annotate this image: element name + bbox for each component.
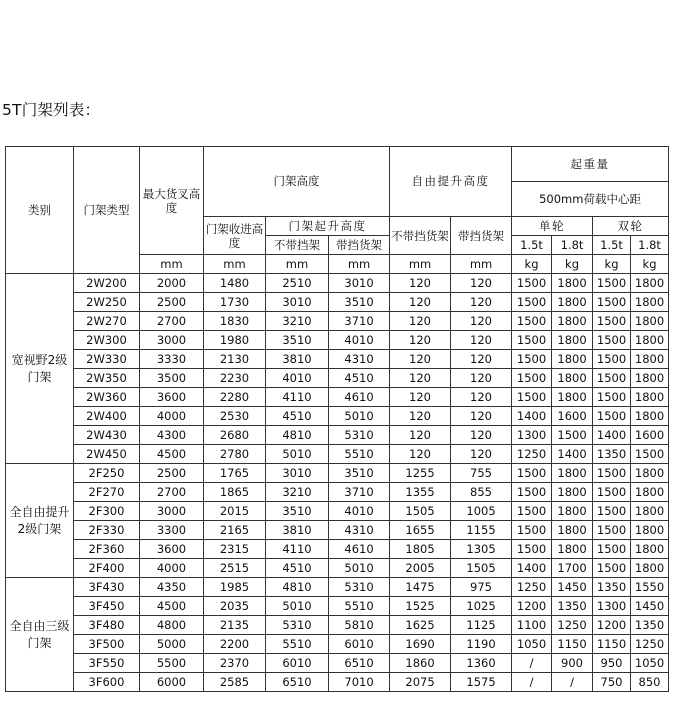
max-fork-height-cell: 3330 [140,350,204,369]
header-mast-type: 门架类型 [74,147,140,274]
single-1-8t-cell: 1800 [552,540,593,559]
header-row-1 [6,147,669,182]
unit-cell: mm [329,255,390,274]
lift-without-backrest-cell: 3210 [266,312,329,331]
header-free-with-backrest: 带挡货架 [451,217,512,255]
double-1-8t-cell: 1800 [631,521,669,540]
retracted-height-cell: 2200 [204,635,266,654]
free-lift-with-backrest-cell: 120 [451,293,512,312]
table-row [6,597,669,616]
free-lift-without-backrest-cell: 1355 [390,483,451,502]
max-fork-height-cell: 3300 [140,521,204,540]
double-1-8t-cell: 1800 [631,502,669,521]
retracted-height-cell: 2585 [204,673,266,692]
single-1-8t-cell: 1800 [552,293,593,312]
header-double-1-8t: 1.8t [631,236,669,255]
lift-without-backrest-cell: 3810 [266,350,329,369]
single-1-8t-cell: 1800 [552,369,593,388]
lift-with-backrest-cell: 6010 [329,635,390,654]
header-capacity: 起重量 [512,147,669,182]
mast-type-cell: 2F300 [74,502,140,521]
max-fork-height-cell: 3600 [140,540,204,559]
free-lift-without-backrest-cell: 120 [390,445,451,464]
lift-without-backrest-cell: 6510 [266,673,329,692]
max-fork-height-cell: 5500 [140,654,204,673]
mast-type-cell: 2W360 [74,388,140,407]
single-1-5t-cell: 1500 [512,483,552,502]
free-lift-without-backrest-cell: 120 [390,331,451,350]
single-1-5t-cell: 1250 [512,578,552,597]
double-1-8t-cell: 1600 [631,426,669,445]
table-row [6,673,669,692]
free-lift-without-backrest-cell: 120 [390,426,451,445]
table-row [6,426,669,445]
mast-type-cell: 3F430 [74,578,140,597]
lift-without-backrest-cell: 3510 [266,502,329,521]
lift-with-backrest-cell: 4310 [329,521,390,540]
retracted-height-cell: 1730 [204,293,266,312]
lift-with-backrest-cell: 3510 [329,464,390,483]
double-1-5t-cell: 1200 [593,616,631,635]
double-1-5t-cell: 1500 [593,559,631,578]
max-fork-height-cell: 2700 [140,483,204,502]
mast-type-cell: 2F330 [74,521,140,540]
free-lift-with-backrest-cell: 120 [451,312,512,331]
double-1-8t-cell: 1800 [631,350,669,369]
table-row [6,635,669,654]
unit-cell: mm [140,255,204,274]
single-1-5t-cell: / [512,654,552,673]
mast-type-cell: 2W400 [74,407,140,426]
header-mast-height: 门架高度 [204,147,390,217]
single-1-8t-cell: 1800 [552,331,593,350]
table-row [6,464,669,483]
free-lift-without-backrest-cell: 1505 [390,502,451,521]
retracted-height-cell: 2130 [204,350,266,369]
unit-cell: mm [390,255,451,274]
max-fork-height-cell: 4350 [140,578,204,597]
single-1-8t-cell: 1800 [552,502,593,521]
max-fork-height-cell: 3600 [140,388,204,407]
free-lift-without-backrest-cell: 120 [390,369,451,388]
header-double-1-5t: 1.5t [593,236,631,255]
unit-cell: kg [552,255,593,274]
header-single-1-5t: 1.5t [512,236,552,255]
single-1-5t-cell: 1500 [512,540,552,559]
single-1-8t-cell: 1500 [552,426,593,445]
mast-type-cell: 2W430 [74,426,140,445]
unit-cell: kg [593,255,631,274]
single-1-5t-cell: 1500 [512,464,552,483]
free-lift-with-backrest-cell: 1190 [451,635,512,654]
category-cell: 宽视野2级门架 [6,274,74,464]
retracted-height-cell: 2780 [204,445,266,464]
max-fork-height-cell: 4300 [140,426,204,445]
free-lift-with-backrest-cell: 120 [451,388,512,407]
double-1-5t-cell: 1500 [593,312,631,331]
free-lift-without-backrest-cell: 120 [390,293,451,312]
mast-type-cell: 2F250 [74,464,140,483]
mast-type-cell: 3F480 [74,616,140,635]
table-row [6,388,669,407]
table-row [6,293,669,312]
header-load-center: 500mm荷载中心距 [512,182,669,217]
table-row [6,616,669,635]
header-without-backrest: 不带挡架 [266,236,329,255]
double-1-8t-cell: 1800 [631,293,669,312]
lift-with-backrest-cell: 4310 [329,350,390,369]
double-1-8t-cell: 1800 [631,559,669,578]
max-fork-height-cell: 4500 [140,445,204,464]
double-1-8t-cell: 1800 [631,540,669,559]
lift-without-backrest-cell: 3010 [266,464,329,483]
single-1-8t-cell: 1800 [552,350,593,369]
max-fork-height-cell: 2000 [140,274,204,293]
single-1-8t-cell: 900 [552,654,593,673]
mast-type-cell: 2F400 [74,559,140,578]
free-lift-with-backrest-cell: 120 [451,331,512,350]
single-1-5t-cell: 1250 [512,445,552,464]
single-1-5t-cell: 1500 [512,388,552,407]
free-lift-with-backrest-cell: 1575 [451,673,512,692]
lift-without-backrest-cell: 5010 [266,445,329,464]
max-fork-height-cell: 5000 [140,635,204,654]
single-1-5t-cell: 1500 [512,521,552,540]
table-row [6,540,669,559]
single-1-8t-cell: / [552,673,593,692]
lift-without-backrest-cell: 3010 [266,293,329,312]
mast-type-cell: 3F450 [74,597,140,616]
lift-without-backrest-cell: 4110 [266,388,329,407]
lift-with-backrest-cell: 3010 [329,274,390,293]
retracted-height-cell: 2230 [204,369,266,388]
lift-without-backrest-cell: 6010 [266,654,329,673]
free-lift-with-backrest-cell: 1305 [451,540,512,559]
table-row [6,331,669,350]
table-row [6,654,669,673]
lift-with-backrest-cell: 4010 [329,331,390,350]
mast-type-cell: 2W330 [74,350,140,369]
lift-with-backrest-cell: 4510 [329,369,390,388]
lift-without-backrest-cell: 5310 [266,616,329,635]
single-1-8t-cell: 1600 [552,407,593,426]
double-1-8t-cell: 1250 [631,635,669,654]
single-1-5t-cell: 1200 [512,597,552,616]
table-row [6,483,669,502]
header-free-without-backrest: 不带挡货架 [390,217,451,255]
free-lift-with-backrest-cell: 1155 [451,521,512,540]
header-double-wheel: 双轮 [593,217,669,236]
table-row [6,407,669,426]
double-1-5t-cell: 750 [593,673,631,692]
retracted-height-cell: 2165 [204,521,266,540]
lift-without-backrest-cell: 5010 [266,597,329,616]
single-1-5t-cell: 1500 [512,274,552,293]
lift-with-backrest-cell: 3710 [329,312,390,331]
retracted-height-cell: 2370 [204,654,266,673]
single-1-8t-cell: 1800 [552,388,593,407]
header-lift-height: 门架起升高度 [266,217,390,236]
max-fork-height-cell: 3000 [140,331,204,350]
double-1-8t-cell: 1450 [631,597,669,616]
double-1-5t-cell: 1350 [593,578,631,597]
single-1-5t-cell: 1500 [512,293,552,312]
lift-without-backrest-cell: 4510 [266,559,329,578]
category-cell: 全自由三级门架 [6,578,74,692]
double-1-5t-cell: 1500 [593,483,631,502]
max-fork-height-cell: 4800 [140,616,204,635]
lift-with-backrest-cell: 4010 [329,502,390,521]
double-1-5t-cell: 1500 [593,331,631,350]
retracted-height-cell: 2680 [204,426,266,445]
table-row [6,369,669,388]
free-lift-with-backrest-cell: 120 [451,369,512,388]
retracted-height-cell: 1830 [204,312,266,331]
retracted-height-cell: 2015 [204,502,266,521]
retracted-height-cell: 1980 [204,331,266,350]
lift-with-backrest-cell: 4610 [329,388,390,407]
header-category: 类别 [6,147,74,274]
mast-type-cell: 2W450 [74,445,140,464]
lift-without-backrest-cell: 3810 [266,521,329,540]
double-1-5t-cell: 1300 [593,597,631,616]
double-1-5t-cell: 1500 [593,521,631,540]
free-lift-without-backrest-cell: 1475 [390,578,451,597]
free-lift-without-backrest-cell: 1625 [390,616,451,635]
mast-type-cell: 2W350 [74,369,140,388]
double-1-8t-cell: 1050 [631,654,669,673]
double-1-8t-cell: 1550 [631,578,669,597]
lift-without-backrest-cell: 4010 [266,369,329,388]
single-1-5t-cell: 1500 [512,331,552,350]
free-lift-with-backrest-cell: 120 [451,350,512,369]
lift-without-backrest-cell: 4110 [266,540,329,559]
lift-with-backrest-cell: 4610 [329,540,390,559]
lift-without-backrest-cell: 5510 [266,635,329,654]
free-lift-with-backrest-cell: 755 [451,464,512,483]
unit-cell: kg [512,255,552,274]
single-1-5t-cell: 1300 [512,426,552,445]
free-lift-without-backrest-cell: 120 [390,407,451,426]
free-lift-without-backrest-cell: 120 [390,274,451,293]
max-fork-height-cell: 4000 [140,407,204,426]
header-with-backrest: 带挡货架 [329,236,390,255]
single-1-8t-cell: 1250 [552,616,593,635]
mast-type-cell: 2W200 [74,274,140,293]
double-1-5t-cell: 1500 [593,464,631,483]
lift-with-backrest-cell: 5510 [329,597,390,616]
single-1-5t-cell: 1500 [512,369,552,388]
single-1-5t-cell: / [512,673,552,692]
double-1-5t-cell: 1400 [593,426,631,445]
header-free-lift: 自由提升高度 [390,147,512,217]
lift-without-backrest-cell: 4810 [266,578,329,597]
retracted-height-cell: 1865 [204,483,266,502]
double-1-8t-cell: 1800 [631,483,669,502]
free-lift-without-backrest-cell: 1655 [390,521,451,540]
unit-cell: mm [451,255,512,274]
header-single-1-8t: 1.8t [552,236,593,255]
max-fork-height-cell: 4000 [140,559,204,578]
free-lift-with-backrest-cell: 1360 [451,654,512,673]
single-1-8t-cell: 1800 [552,483,593,502]
mast-type-cell: 2F360 [74,540,140,559]
max-fork-height-cell: 4500 [140,597,204,616]
single-1-8t-cell: 1350 [552,597,593,616]
double-1-5t-cell: 1350 [593,445,631,464]
double-1-8t-cell: 1500 [631,445,669,464]
single-1-5t-cell: 1100 [512,616,552,635]
retracted-height-cell: 2530 [204,407,266,426]
free-lift-with-backrest-cell: 1005 [451,502,512,521]
mast-type-cell: 2W300 [74,331,140,350]
double-1-5t-cell: 950 [593,654,631,673]
lift-with-backrest-cell: 5310 [329,578,390,597]
table-row [6,502,669,521]
double-1-5t-cell: 1500 [593,350,631,369]
double-1-5t-cell: 1500 [593,369,631,388]
single-1-8t-cell: 1800 [552,521,593,540]
max-fork-height-cell: 2500 [140,464,204,483]
mast-spec-table [5,146,669,692]
double-1-8t-cell: 1800 [631,464,669,483]
single-1-8t-cell: 1800 [552,464,593,483]
header-single-wheel: 单轮 [512,217,593,236]
table-row [6,559,669,578]
lift-without-backrest-cell: 4510 [266,407,329,426]
table-row [6,350,669,369]
max-fork-height-cell: 2500 [140,293,204,312]
single-1-8t-cell: 1400 [552,445,593,464]
double-1-5t-cell: 1500 [593,388,631,407]
free-lift-with-backrest-cell: 1125 [451,616,512,635]
lift-with-backrest-cell: 3510 [329,293,390,312]
lift-without-backrest-cell: 3210 [266,483,329,502]
retracted-height-cell: 1480 [204,274,266,293]
retracted-height-cell: 1765 [204,464,266,483]
double-1-8t-cell: 1350 [631,616,669,635]
double-1-8t-cell: 850 [631,673,669,692]
double-1-5t-cell: 1150 [593,635,631,654]
free-lift-without-backrest-cell: 1805 [390,540,451,559]
single-1-5t-cell: 1400 [512,559,552,578]
mast-type-cell: 2F270 [74,483,140,502]
lift-with-backrest-cell: 5010 [329,559,390,578]
lift-without-backrest-cell: 3510 [266,331,329,350]
free-lift-without-backrest-cell: 2005 [390,559,451,578]
lift-with-backrest-cell: 7010 [329,673,390,692]
double-1-5t-cell: 1500 [593,540,631,559]
free-lift-without-backrest-cell: 1525 [390,597,451,616]
free-lift-with-backrest-cell: 120 [451,445,512,464]
category-cell: 全自由提升2级门架 [6,464,74,578]
header-max-fork-height: 最大货叉高度 [140,147,204,255]
unit-cell: mm [266,255,329,274]
table-row [6,521,669,540]
free-lift-with-backrest-cell: 1025 [451,597,512,616]
single-1-5t-cell: 1500 [512,312,552,331]
single-1-8t-cell: 1800 [552,274,593,293]
single-1-5t-cell: 1400 [512,407,552,426]
max-fork-height-cell: 3500 [140,369,204,388]
double-1-8t-cell: 1800 [631,331,669,350]
table-row [6,578,669,597]
single-1-8t-cell: 1150 [552,635,593,654]
header-retracted-height: 门架收进高度 [204,217,266,255]
double-1-8t-cell: 1800 [631,407,669,426]
mast-type-cell: 2W250 [74,293,140,312]
double-1-8t-cell: 1800 [631,388,669,407]
unit-cell: kg [631,255,669,274]
max-fork-height-cell: 3000 [140,502,204,521]
unit-cell: mm [204,255,266,274]
lift-without-backrest-cell: 2510 [266,274,329,293]
lift-with-backrest-cell: 6510 [329,654,390,673]
mast-type-cell: 2W270 [74,312,140,331]
single-1-8t-cell: 1800 [552,312,593,331]
single-1-5t-cell: 1500 [512,350,552,369]
lift-with-backrest-cell: 5810 [329,616,390,635]
double-1-5t-cell: 1500 [593,502,631,521]
mast-type-cell: 3F500 [74,635,140,654]
max-fork-height-cell: 2700 [140,312,204,331]
free-lift-without-backrest-cell: 120 [390,312,451,331]
lift-with-backrest-cell: 5010 [329,407,390,426]
double-1-8t-cell: 1800 [631,274,669,293]
single-1-5t-cell: 1500 [512,502,552,521]
free-lift-without-backrest-cell: 2075 [390,673,451,692]
free-lift-without-backrest-cell: 120 [390,388,451,407]
retracted-height-cell: 2315 [204,540,266,559]
double-1-5t-cell: 1500 [593,293,631,312]
retracted-height-cell: 2280 [204,388,266,407]
free-lift-without-backrest-cell: 1690 [390,635,451,654]
mast-type-cell: 3F600 [74,673,140,692]
free-lift-with-backrest-cell: 120 [451,407,512,426]
double-1-5t-cell: 1500 [593,274,631,293]
free-lift-with-backrest-cell: 120 [451,274,512,293]
lift-with-backrest-cell: 5510 [329,445,390,464]
max-fork-height-cell: 6000 [140,673,204,692]
free-lift-without-backrest-cell: 1860 [390,654,451,673]
free-lift-with-backrest-cell: 975 [451,578,512,597]
table-row [6,312,669,331]
retracted-height-cell: 1985 [204,578,266,597]
lift-with-backrest-cell: 5310 [329,426,390,445]
single-1-5t-cell: 1050 [512,635,552,654]
lift-with-backrest-cell: 3710 [329,483,390,502]
table-row [6,445,669,464]
lift-without-backrest-cell: 4810 [266,426,329,445]
double-1-8t-cell: 1800 [631,369,669,388]
single-1-8t-cell: 1700 [552,559,593,578]
free-lift-with-backrest-cell: 855 [451,483,512,502]
free-lift-with-backrest-cell: 120 [451,426,512,445]
page-heading: 5T门架列表： [2,101,101,119]
mast-type-cell: 3F550 [74,654,140,673]
retracted-height-cell: 2515 [204,559,266,578]
double-1-8t-cell: 1800 [631,312,669,331]
retracted-height-cell: 2035 [204,597,266,616]
double-1-5t-cell: 1500 [593,407,631,426]
retracted-height-cell: 2135 [204,616,266,635]
free-lift-with-backrest-cell: 1505 [451,559,512,578]
free-lift-without-backrest-cell: 1255 [390,464,451,483]
single-1-8t-cell: 1450 [552,578,593,597]
table-row [6,274,669,293]
free-lift-without-backrest-cell: 120 [390,350,451,369]
